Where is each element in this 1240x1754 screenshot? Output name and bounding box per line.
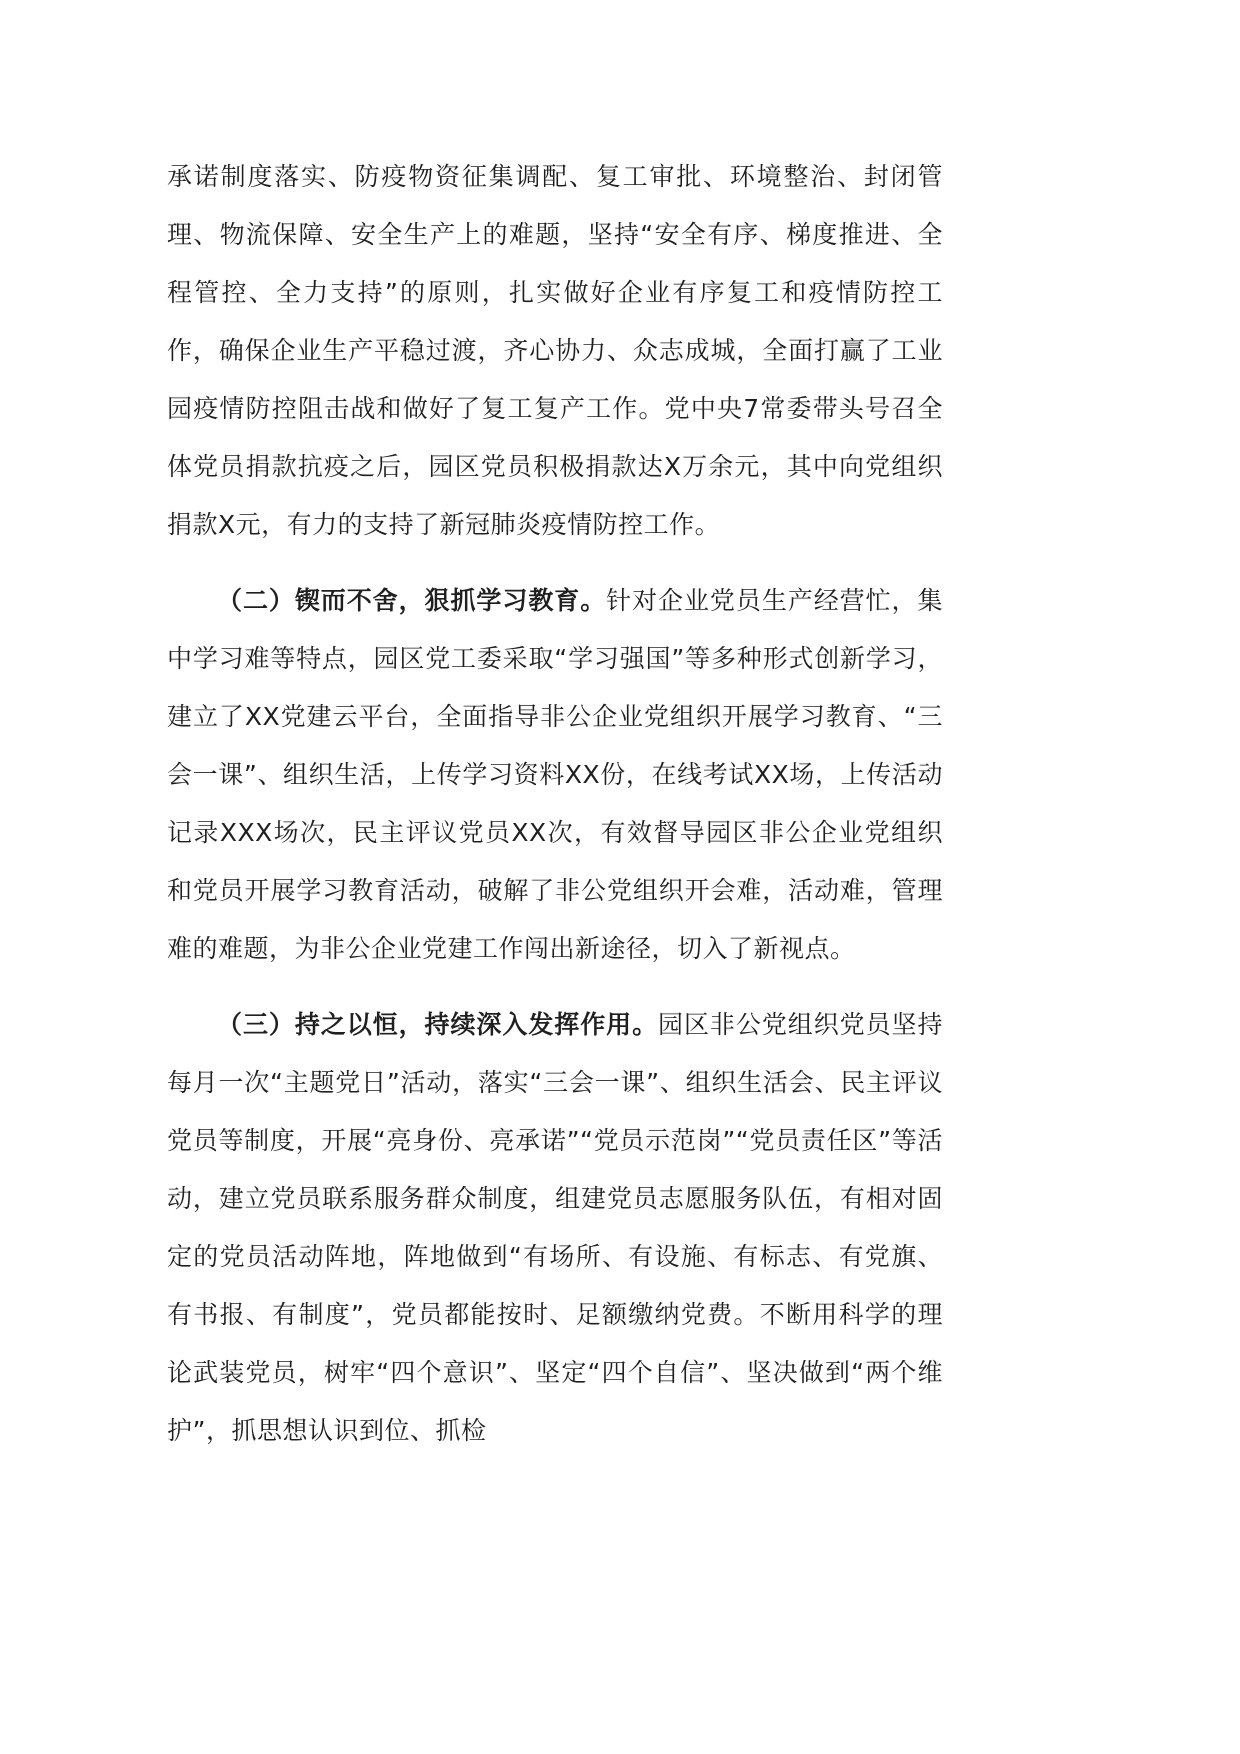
paragraph-study-education [167, 572, 943, 978]
paragraph-text: 园区非公党组织党员坚持每月一次“主题党日”活动，落实“三会一课”、组织生活会、民主评议党员等制度，开展“亮身份、亮承诺”“党员示范岗”“党员责任区”等活动，建立党员联系服务群众制度，组建党员志愿服务队伍，有相对固定的党员活动阵地，阵地做到“有场所、有设施、有标志、有党旗、有书报、有制度”，党员都能按时、足额缴纳党费。不断用科学的理论武装党员，树牢“四个意识”、坚定“四个自信”、坚决做到“两个维护”，抓思想认识到位、抓检 [167, 1010, 943, 1445]
paragraph-text: 针对企业党员生产经营忙，集中学习难等特点，园区党工委采取“学习强国”等多种形式创新学习，建立了XX党建云平台，全面指导非公企业党组织开展学习教育、“三会一课”、组织生活，上传学习资料XX份，在线考试XX场，上传活动记录XXX场次，民主评议党员XX次，有效督导园区非公企业党组织和党员开展学习教育活动，破解了非公党组织开会难，活动难，管理难的难题，为非公企业党建工作闯出新途径，切入了新视点。 [167, 586, 943, 963]
document-body [167, 148, 943, 1460]
paragraph-play-role [167, 996, 943, 1460]
section-heading-play-role: （三）持之以恒，持续深入发挥作用。 [217, 1010, 659, 1039]
section-heading-study-education: （二）锲而不舍，狠抓学习教育。 [217, 586, 607, 615]
paragraph-continued [167, 148, 943, 554]
paragraph-text: 承诺制度落实、防疫物资征集调配、复工审批、环境整治、封闭管理、物流保障、安全生产上的难题，坚持“安全有序、梯度推进、全程管控、全力支持”的原则，扎实做好企业有序复工和疫情防控工作，确保企业生产平稳过渡，齐心协力、众志成城，全面打赢了工业园疫情防控阻击战和做好了复工复产工作。党中央7常委带头号召全体党员捐款抗疫之后，园区党员积极捐款达X万余元，其中向党组织捐款X元，有力的支持了新冠肺炎疫情防控工作。 [167, 162, 943, 539]
